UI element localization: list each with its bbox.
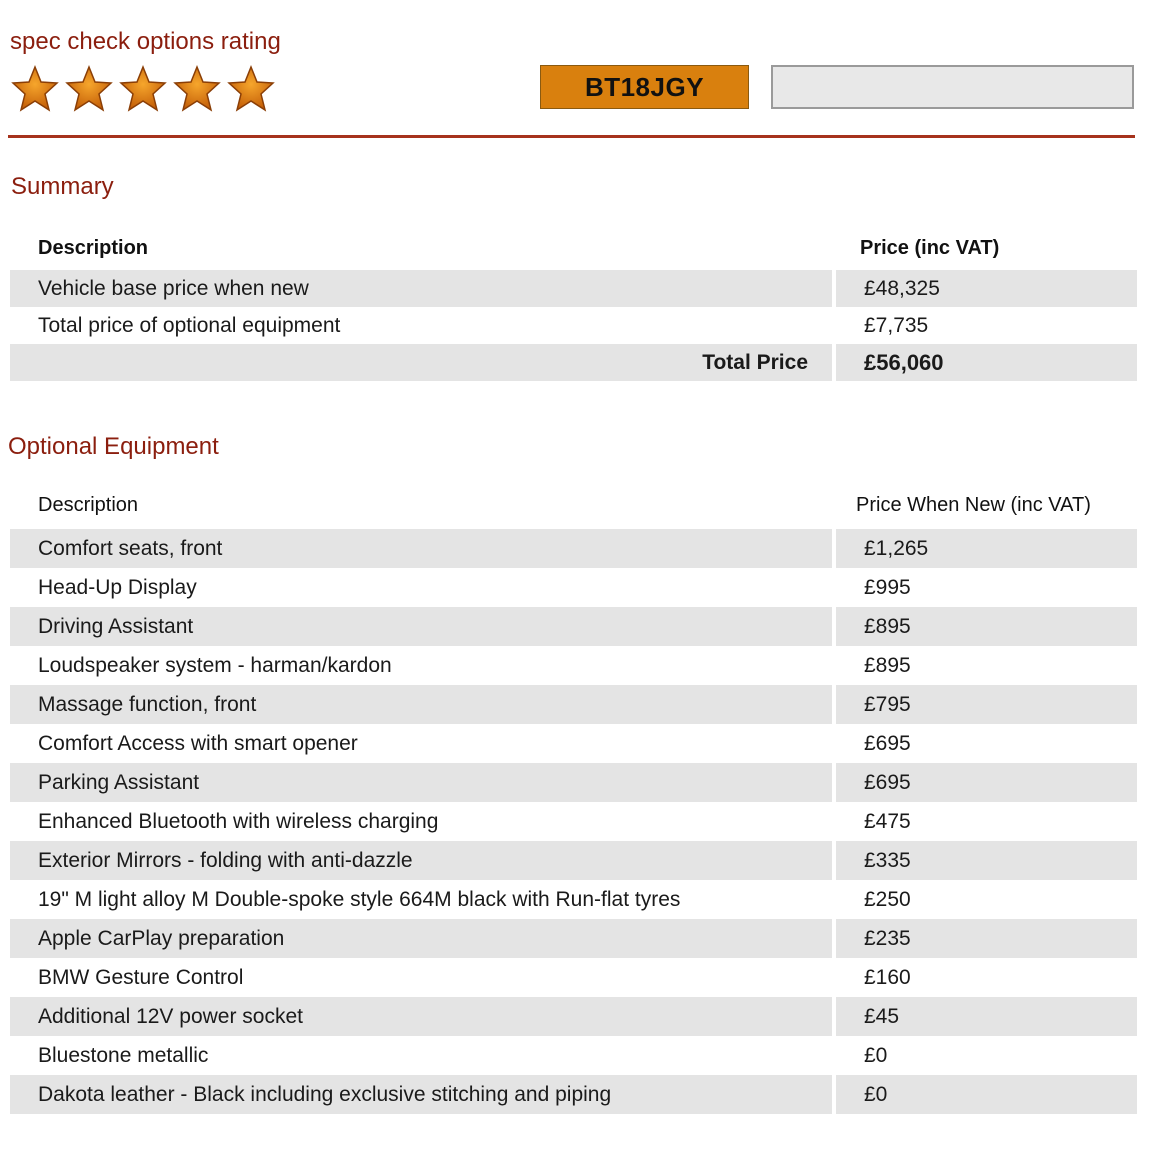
options-header-row (10, 482, 1137, 529)
option-row (10, 1075, 1137, 1114)
total-price-value: £56,060 (832, 344, 1137, 381)
star-icon (10, 64, 60, 114)
star-icon (118, 64, 168, 114)
options-table (10, 482, 1137, 1114)
option-price: £995 (832, 568, 1137, 607)
option-row (10, 607, 1137, 646)
total-price-label: Total Price (10, 344, 832, 381)
option-price: £0 (832, 1075, 1137, 1114)
star-icon (172, 64, 222, 114)
option-price: £695 (832, 763, 1137, 802)
option-label: Bluestone metallic (38, 1043, 209, 1067)
summary-col-price: Price (inc VAT) (860, 236, 1000, 259)
summary-row-label: Vehicle base price when new (10, 270, 832, 307)
summary-table (10, 226, 1137, 381)
registration-input[interactable] (771, 65, 1134, 109)
header-divider (8, 135, 1135, 138)
summary-row (10, 270, 1137, 307)
star-icon (64, 64, 114, 114)
option-row (10, 958, 1137, 997)
option-price: £795 (832, 685, 1137, 724)
summary-header-row (10, 226, 1137, 270)
option-price: £335 (832, 841, 1137, 880)
option-row (10, 880, 1137, 919)
option-label: Apple CarPlay preparation (10, 919, 832, 958)
option-price: £475 (832, 802, 1137, 841)
option-price: £895 (832, 646, 1137, 685)
option-label: Enhanced Bluetooth with wireless charging (38, 809, 439, 833)
option-row (10, 685, 1137, 724)
option-label: BMW Gesture Control (38, 965, 244, 989)
option-price: £0 (832, 1036, 1137, 1075)
option-price: £250 (832, 880, 1137, 919)
option-row (10, 724, 1137, 763)
option-label: Head-Up Display (38, 575, 197, 599)
option-price: £235 (832, 919, 1137, 958)
option-price: £45 (832, 997, 1137, 1036)
summary-row (10, 307, 1137, 344)
options-heading: Optional Equipment (8, 433, 219, 460)
summary-row-price: £48,325 (832, 270, 1137, 307)
option-row (10, 568, 1137, 607)
summary-col-description: Description (38, 236, 149, 259)
registration-plate: BT18JGY (540, 65, 749, 109)
options-col-description: Description (38, 494, 139, 516)
option-label: Loudspeaker system - harman/kardon (38, 653, 392, 677)
option-label: Comfort Access with smart opener (38, 731, 358, 755)
star-icon (226, 64, 276, 114)
option-label: Exterior Mirrors - folding with anti-dazzle (10, 841, 832, 880)
option-row (10, 529, 1137, 568)
option-row (10, 646, 1137, 685)
option-row (10, 763, 1137, 802)
option-row (10, 802, 1137, 841)
option-label: Driving Assistant (10, 607, 832, 646)
summary-total-row (10, 344, 1137, 381)
option-price: £160 (832, 958, 1137, 997)
option-price: £695 (832, 724, 1137, 763)
option-label: 19" M light alloy M Double-spoke style 664M black with Run-flat tyres (38, 887, 681, 911)
rating-title: spec check options rating (10, 28, 281, 55)
option-label: Parking Assistant (10, 763, 832, 802)
option-label: Dakota leather - Black including exclusive stitching and piping (10, 1075, 832, 1114)
option-label: Additional 12V power socket (10, 997, 832, 1036)
option-row (10, 919, 1137, 958)
star-rating (10, 64, 276, 114)
option-price: £895 (832, 607, 1137, 646)
option-row (10, 841, 1137, 880)
option-label: Massage function, front (10, 685, 832, 724)
option-price: £1,265 (832, 529, 1137, 568)
options-col-price: Price When New (inc VAT) (856, 494, 1091, 516)
summary-heading: Summary (11, 173, 114, 200)
option-label: Comfort seats, front (10, 529, 832, 568)
option-row (10, 1036, 1137, 1075)
option-row (10, 997, 1137, 1036)
summary-row-label: Total price of optional equipment (38, 313, 341, 337)
summary-row-price: £7,735 (832, 307, 1137, 344)
